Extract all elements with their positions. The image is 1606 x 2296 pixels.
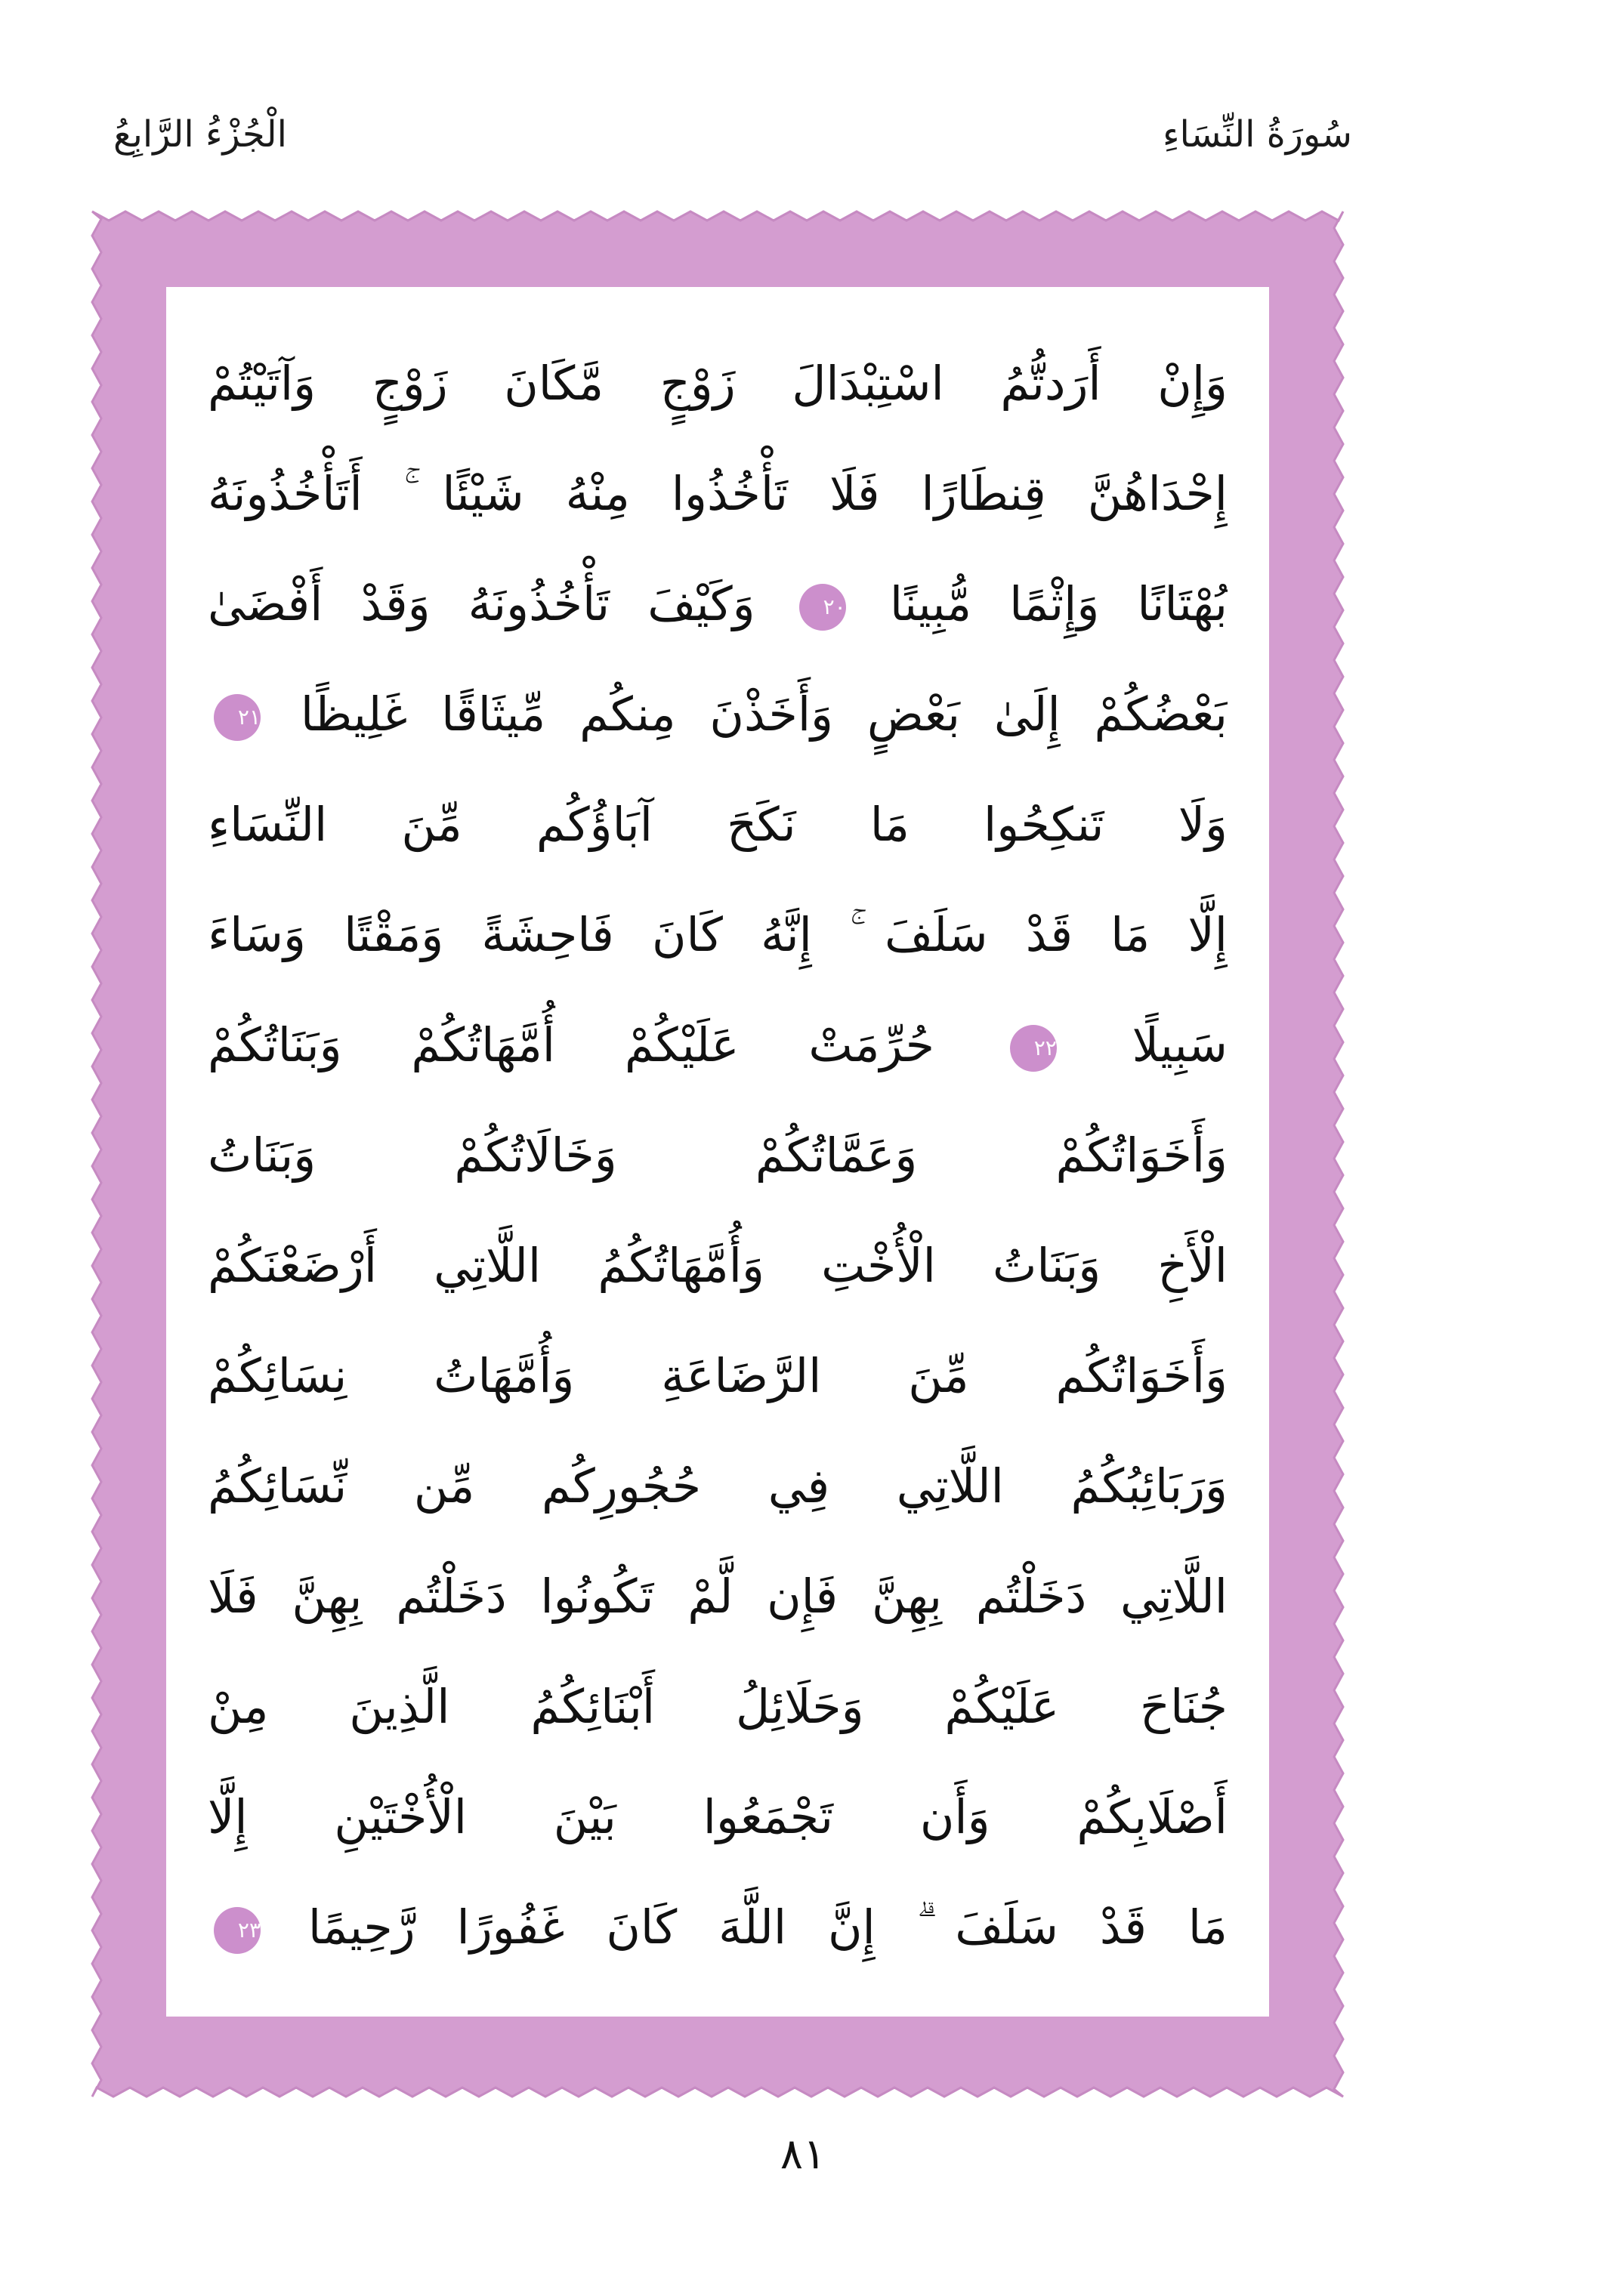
verse-text: وَأَخَوَاتُكُم مِّنَ الرَّضَاعَةِ وَأُمَّهَاتُ نِسَائِكُمْ	[208, 1348, 1228, 1403]
verse-line	[208, 1321, 1228, 1431]
verse-line	[208, 1872, 1228, 1983]
verse-line	[208, 1652, 1228, 1762]
juz-title: الْجُزْءُ الرَّابِعُ	[113, 113, 287, 156]
verse-text: اللَّاتِي دَخَلْتُم بِهِنَّ فَإِن لَّمْ تَكُونُوا دَخَلْتُم بِهِنَّ فَلَا	[208, 1569, 1228, 1624]
page-header	[113, 113, 1352, 181]
surah-title: سُورَةُ النِّسَاءِ	[1162, 113, 1352, 156]
ayah-number-marker: ٢٢	[1010, 1025, 1057, 1072]
verse-text: حُرِّمَتْ عَلَيْكُمْ أُمَّهَاتُكُمْ وَبَنَاتُكُمْ	[208, 1017, 934, 1072]
verse-line	[208, 990, 1228, 1100]
verse-line	[208, 659, 1228, 770]
ayah-number-marker: ٢١	[214, 694, 261, 741]
verse-text: مَا قَدْ سَلَفَ ۗ إِنَّ اللَّهَ كَانَ غَفُورًا رَّحِيمًا	[307, 1899, 1228, 1955]
verse-line	[208, 1100, 1228, 1211]
verse-line	[208, 549, 1228, 659]
verse-line	[208, 770, 1228, 880]
verse-text: جُنَاحَ عَلَيْكُمْ وَحَلَائِلُ أَبْنَائِكُمُ الَّذِينَ مِنْ	[208, 1679, 1228, 1734]
verse-text: بُهْتَانًا وَإِثْمًا مُّبِينًا	[889, 576, 1228, 631]
verse-text: الْأَخِ وَبَنَاتُ الْأُخْتِ وَأُمَّهَاتُكُمُ اللَّاتِي أَرْضَعْنَكُمْ	[208, 1238, 1228, 1293]
verse-line	[208, 1762, 1228, 1872]
verse-line	[208, 880, 1228, 990]
verse-text: إِلَّا مَا قَدْ سَلَفَ ۚ إِنَّهُ كَانَ فَاحِشَةً وَمَقْتًا وَسَاءَ	[208, 907, 1228, 962]
verse-line	[208, 1211, 1228, 1321]
verse-text: وَلَا تَنكِحُوا مَا نَكَحَ آبَاؤُكُم مِّنَ النِّسَاءِ	[208, 797, 1228, 852]
verse-text: وَأَخَوَاتُكُمْ وَعَمَّاتُكُمْ وَخَالَاتُكُمْ وَبَنَاتُ	[208, 1128, 1228, 1183]
verse-line	[208, 329, 1228, 439]
verse-text: إِحْدَاهُنَّ قِنطَارًا فَلَا تَأْخُذُوا مِنْهُ شَيْئًا ۚ أَتَأْخُذُونَهُ	[208, 466, 1228, 521]
verse-text: وَإِنْ أَرَدتُّمُ اسْتِبْدَالَ زَوْجٍ مَّكَانَ زَوْجٍ وَآتَيْتُمْ	[208, 356, 1228, 411]
quran-text-panel	[166, 287, 1269, 2017]
verse-text: أَصْلَابِكُمْ وَأَن تَجْمَعُوا بَيْنَ الْأُخْتَيْنِ إِلَّا	[208, 1789, 1228, 1844]
verse-line	[208, 1541, 1228, 1652]
verse-text: سَبِيلًا	[1132, 1017, 1228, 1072]
verse-text: وَكَيْفَ تَأْخُذُونَهُ وَقَدْ أَفْضَىٰ	[208, 576, 755, 631]
ayah-number-marker: ٢٠	[799, 584, 846, 631]
verse-line	[208, 439, 1228, 549]
verse-text: بَعْضُكُمْ إِلَىٰ بَعْضٍ وَأَخَذْنَ مِنكُم مِّيثَاقًا غَلِيظًا	[300, 687, 1228, 742]
verse-text: وَرَبَائِبُكُمُ اللَّاتِي فِي حُجُورِكُم مِّن نِّسَائِكُمُ	[208, 1458, 1228, 1514]
verse-lines	[208, 329, 1228, 1983]
page-number: ٨١	[780, 2130, 826, 2179]
verse-line	[208, 1431, 1228, 1541]
ayah-number-marker: ٢٣	[214, 1907, 261, 1954]
